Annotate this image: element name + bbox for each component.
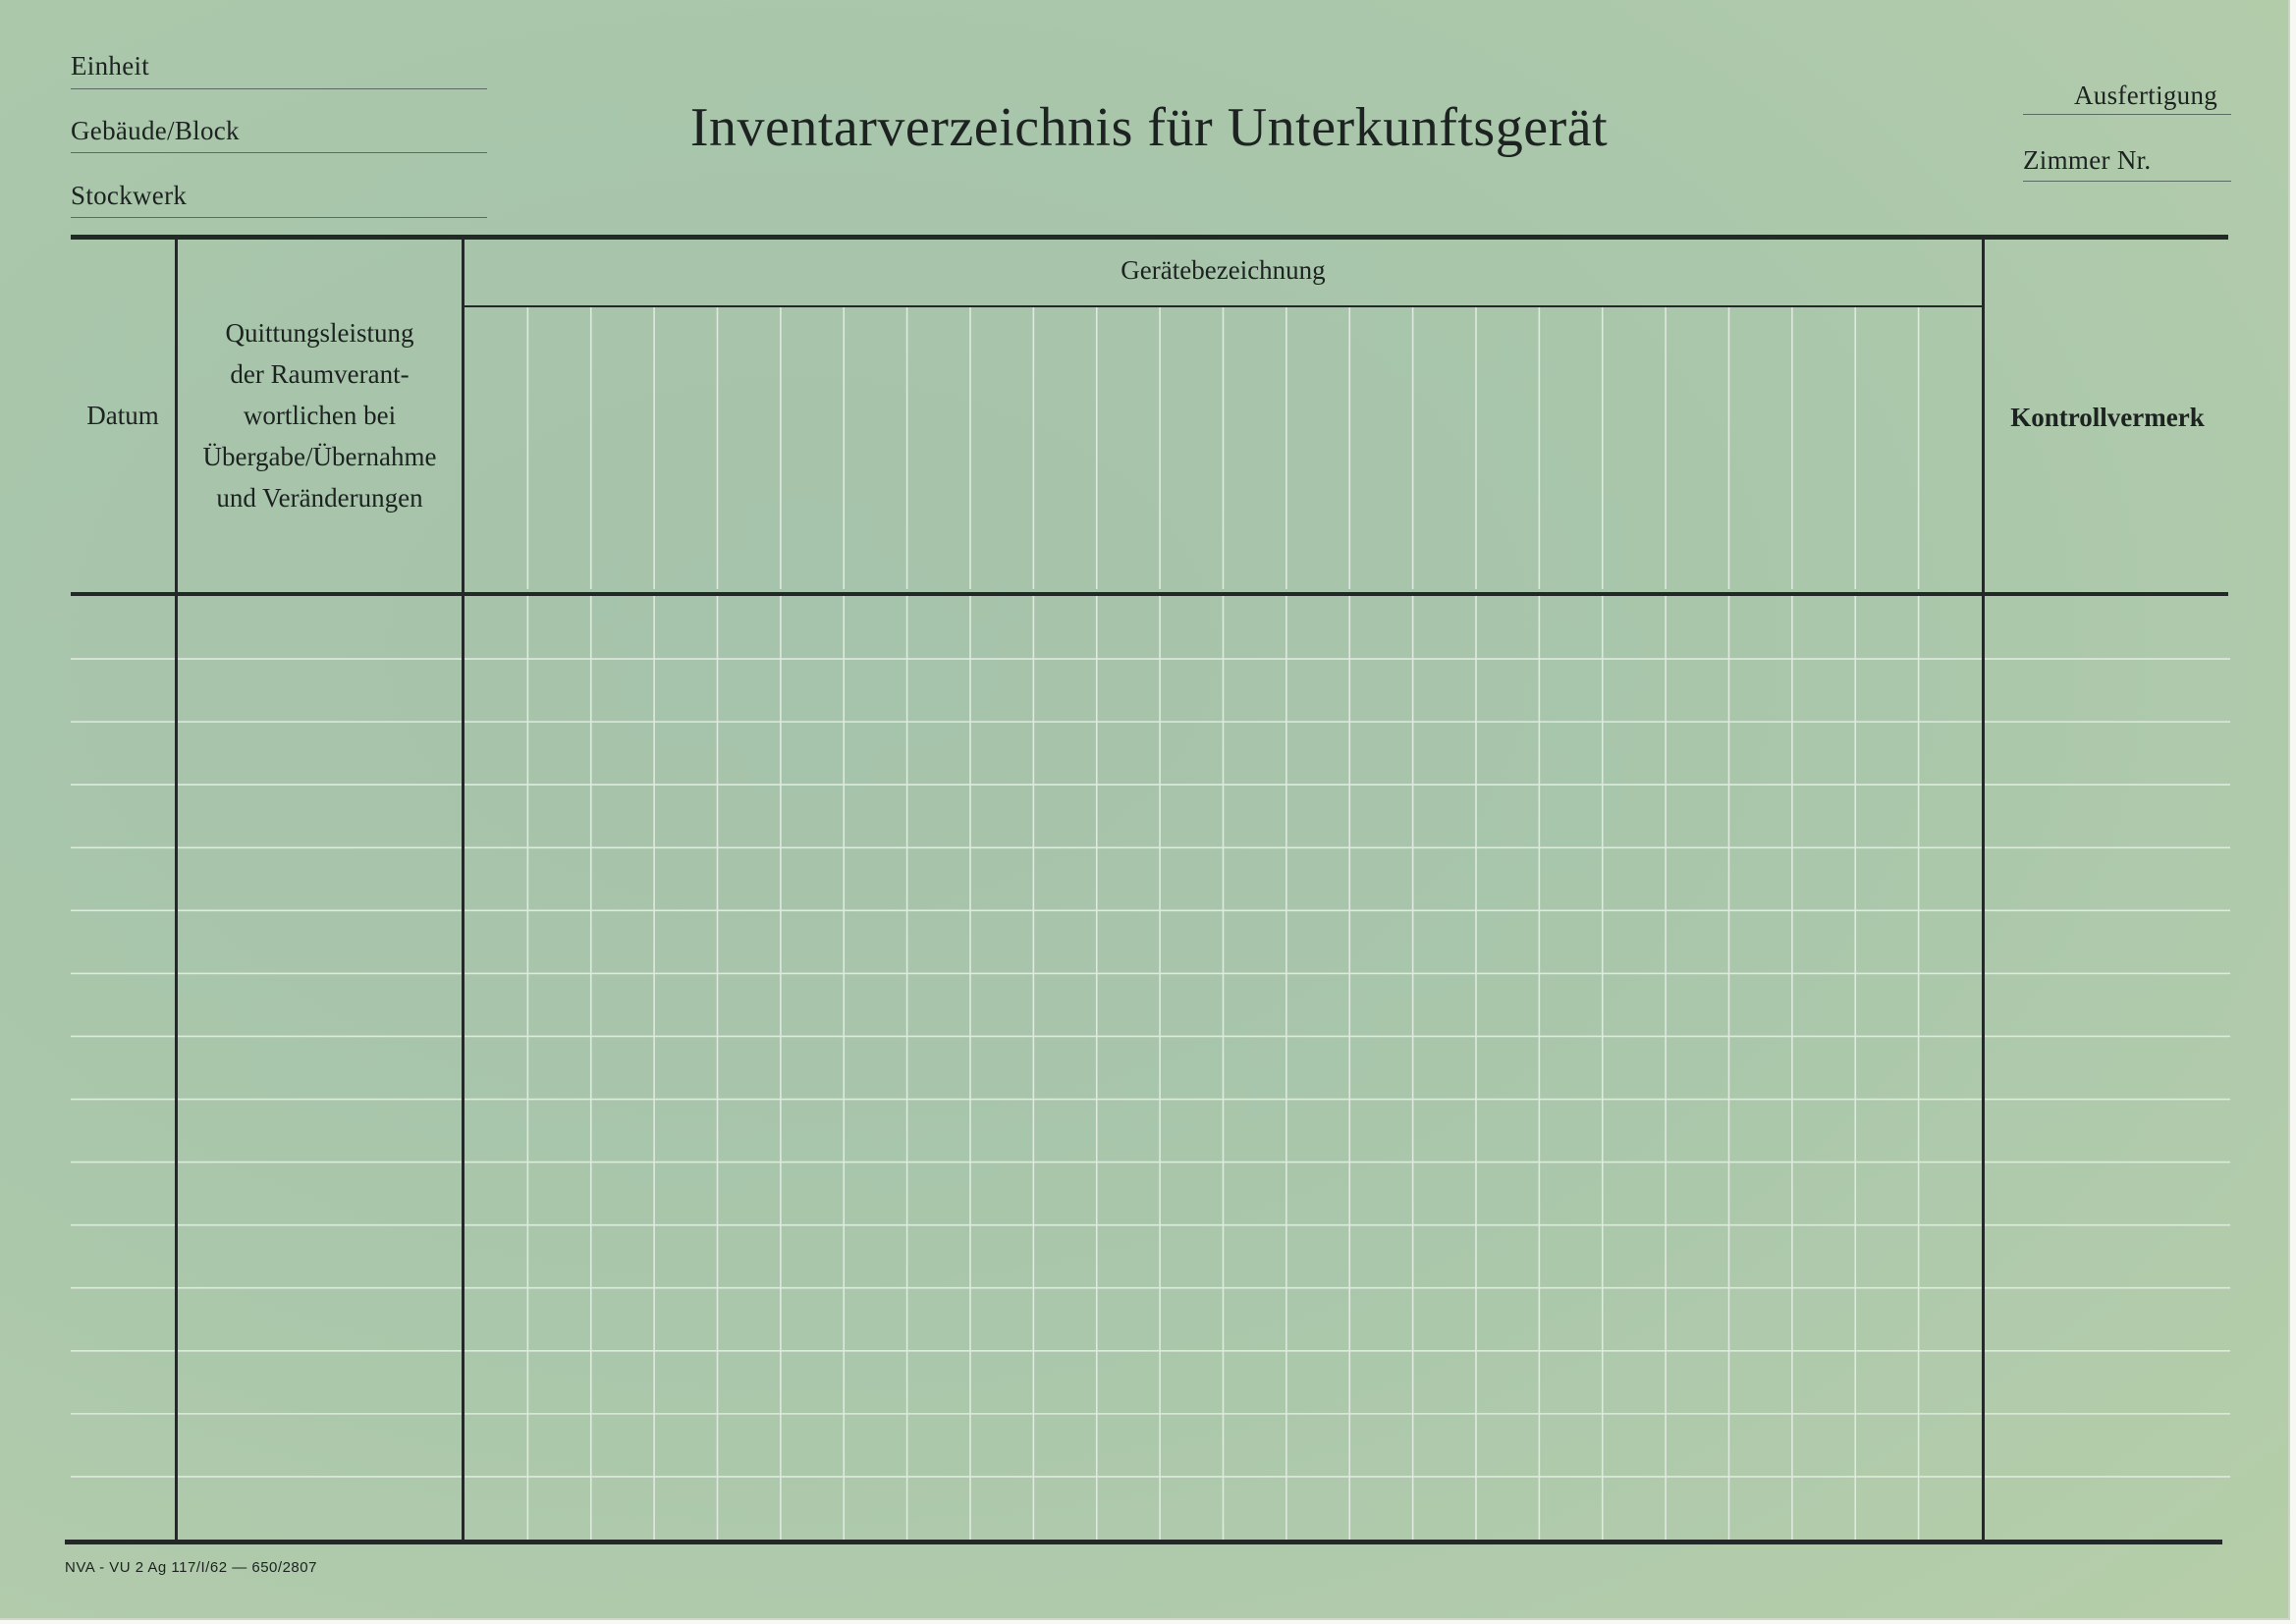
header-quittung-line-3: wortlichen bei bbox=[243, 401, 397, 430]
header-kontrollvermerk: Kontrollvermerk bbox=[2010, 403, 2205, 432]
form-code-footer: NVA - VU 2 Ag 117/I/62 — 650/2807 bbox=[65, 1559, 317, 1576]
field-label-zimmer-nr: Zimmer Nr. bbox=[2023, 145, 2152, 175]
top-heavy-rule bbox=[71, 235, 2228, 240]
header-datum: Datum bbox=[86, 401, 159, 430]
header-quittung-line-4: Übergabe/Übernahme bbox=[202, 442, 437, 471]
header-quittung-line-1: Quittungsleistung bbox=[225, 318, 414, 348]
field-label-gebaeude-block: Gebäude/Block bbox=[71, 116, 240, 145]
header-quittung-line-2: der Raumverant- bbox=[230, 359, 410, 389]
header-geraetebezeichnung: Gerätebezeichnung bbox=[1121, 255, 1326, 285]
header-bottom-rule bbox=[71, 592, 2228, 596]
bottom-heavy-rule bbox=[65, 1540, 2222, 1544]
form-title: Inventarverzeichnis für Unterkunftsgerät bbox=[689, 97, 1609, 158]
field-label-stockwerk: Stockwerk bbox=[71, 181, 188, 210]
header-quittung bbox=[178, 312, 462, 518]
geraete-header-rule bbox=[465, 305, 1982, 307]
field-label-ausfertigung: Ausfertigung bbox=[2074, 81, 2218, 110]
divider-quittung bbox=[462, 240, 465, 1542]
header-quittung-line-5: und Veränderungen bbox=[216, 483, 423, 513]
field-label-einheit: Einheit bbox=[71, 51, 150, 81]
